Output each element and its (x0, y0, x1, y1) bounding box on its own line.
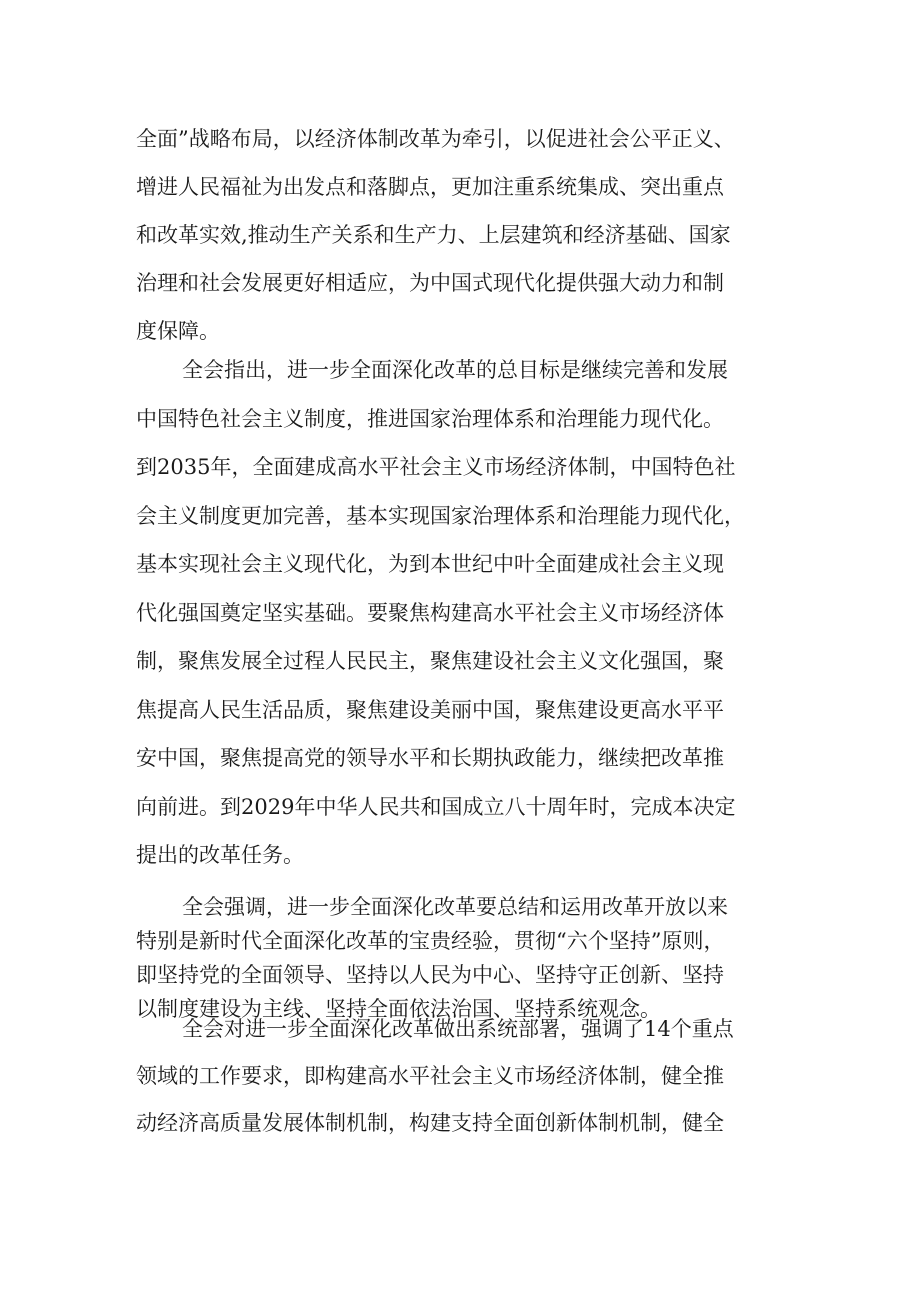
text-line: 全会指出，进一步全面深化改革的总目标是继续完善和发展 (182, 358, 728, 382)
text-line: 到2035年，全面建成高水平社会主义市场经济体制，中国特色社 (136, 455, 736, 479)
text-line: 以制度建设为主线、坚持全面依法治国、坚持系统观念。 (136, 997, 661, 1021)
text-line: 领域的工作要求，即构建高水平社会主义市场经济体制，健全推 (136, 1064, 724, 1088)
text-line: 向前进。到2029年中华人民共和国成立八十周年时，完成本决定 (136, 794, 736, 819)
text-line: 基本实现社会主义现代化，为到本世纪中叶全面建成社会主义现 (136, 552, 724, 576)
paragraph-1 (136, 115, 796, 355)
text-line: 动经济高质量发展体制机制，构建支持全面创新体制机制，健全 (136, 1111, 724, 1135)
paragraph-2 (136, 346, 796, 880)
text-line: 安中国，聚焦提高党的领导水平和长期执政能力，继续把改革推 (136, 746, 724, 770)
text-line: 中国特色社会主义制度，推进国家治理体系和治理能力现代化。 (136, 406, 724, 431)
text-line: 即坚持党的全面领导、坚持以人民为中心、坚持守正创新、坚持 (136, 963, 724, 987)
text-line: 全面”战略布局，以经济体制改革为牵引，以促进社会公平正义、 (136, 127, 735, 151)
text-line: 全会对进一步全面深化改革做出系统部署，强调了14个重点 (182, 1017, 734, 1041)
text-line: 治理和社会发展更好相适应，为中国式现代化提供强大动力和制 (136, 271, 724, 295)
paragraph-4 (136, 1006, 796, 1147)
text-line: 特别是新时代全面深化改革的宝贵经验，贯彻“六个坚持”原则， (136, 929, 725, 953)
text-line: 代化强国奠定坚实基础。要聚焦构建高水平社会主义市场经济体 (136, 600, 724, 625)
text-line: 会主义制度更加完善，基本实现国家治理体系和治理能力现代化， (136, 503, 745, 528)
text-line: 度保障。 (136, 319, 220, 343)
text-line: 制，聚焦发展全过程人民民主，聚焦建设社会主义文化强国，聚 (136, 649, 724, 673)
text-line: 增进人民福祉为出发点和落脚点，更加注重系统集成、突出重点 (136, 175, 724, 199)
text-line: 提出的改革任务。 (136, 843, 304, 867)
text-line: 焦提高人民生活品质，聚焦建设美丽中国，聚焦建设更高水平平 (136, 697, 724, 722)
text-line: 全会强调，进一步全面深化改革要总结和运用改革开放以来 (182, 895, 728, 919)
text-line: 和改革实效,推动生产关系和生产力、上层建筑和经济基础、国家 (136, 223, 731, 247)
